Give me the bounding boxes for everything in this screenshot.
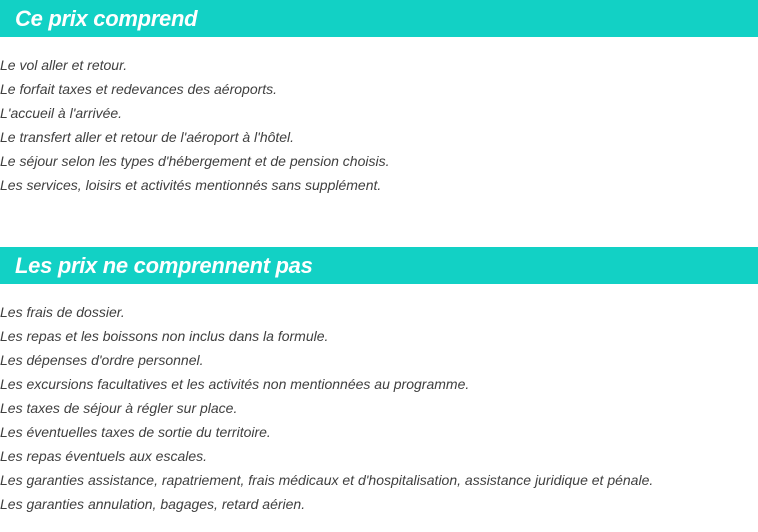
- included-item: Le vol aller et retour.: [0, 57, 128, 73]
- excluded-item: Les excursions facultatives et les activités non mentionnées au programme.: [0, 376, 470, 392]
- excluded-section-header: [0, 247, 758, 284]
- included-item: L'accueil à l'arrivée.: [0, 105, 123, 121]
- included-section-header: [0, 0, 758, 37]
- included-item: Le forfait taxes et redevances des aéroports.: [0, 81, 278, 97]
- included-section-title: Ce prix comprend: [15, 5, 198, 31]
- included-item: Les services, loisirs et activités mentionnés sans supplément.: [0, 177, 382, 193]
- included-item: Le séjour selon les types d'hébergement et de pension choisis.: [0, 153, 390, 169]
- excluded-item: Les repas éventuels aux escales.: [0, 448, 208, 464]
- excluded-item: Les dépenses d'ordre personnel.: [0, 352, 204, 368]
- excluded-items-list: [0, 300, 653, 516]
- excluded-item: Les éventuelles taxes de sortie du territoire.: [0, 424, 271, 440]
- included-item: Le transfert aller et retour de l'aéroport à l'hôtel.: [0, 129, 295, 145]
- excluded-item: Les frais de dossier.: [0, 304, 125, 320]
- excluded-item: Les taxes de séjour à régler sur place.: [0, 400, 238, 416]
- excluded-item: Les garanties assistance, rapatriement, frais médicaux et d'hospitalisation, assistance juridique et pénale.: [0, 472, 654, 488]
- excluded-item: Les garanties annulation, bagages, retard aérien.: [0, 496, 306, 512]
- excluded-section-title: Les prix ne comprennent pas: [15, 252, 313, 278]
- excluded-item: Les repas et les boissons non inclus dans la formule.: [0, 328, 329, 344]
- included-items-list: [0, 53, 389, 197]
